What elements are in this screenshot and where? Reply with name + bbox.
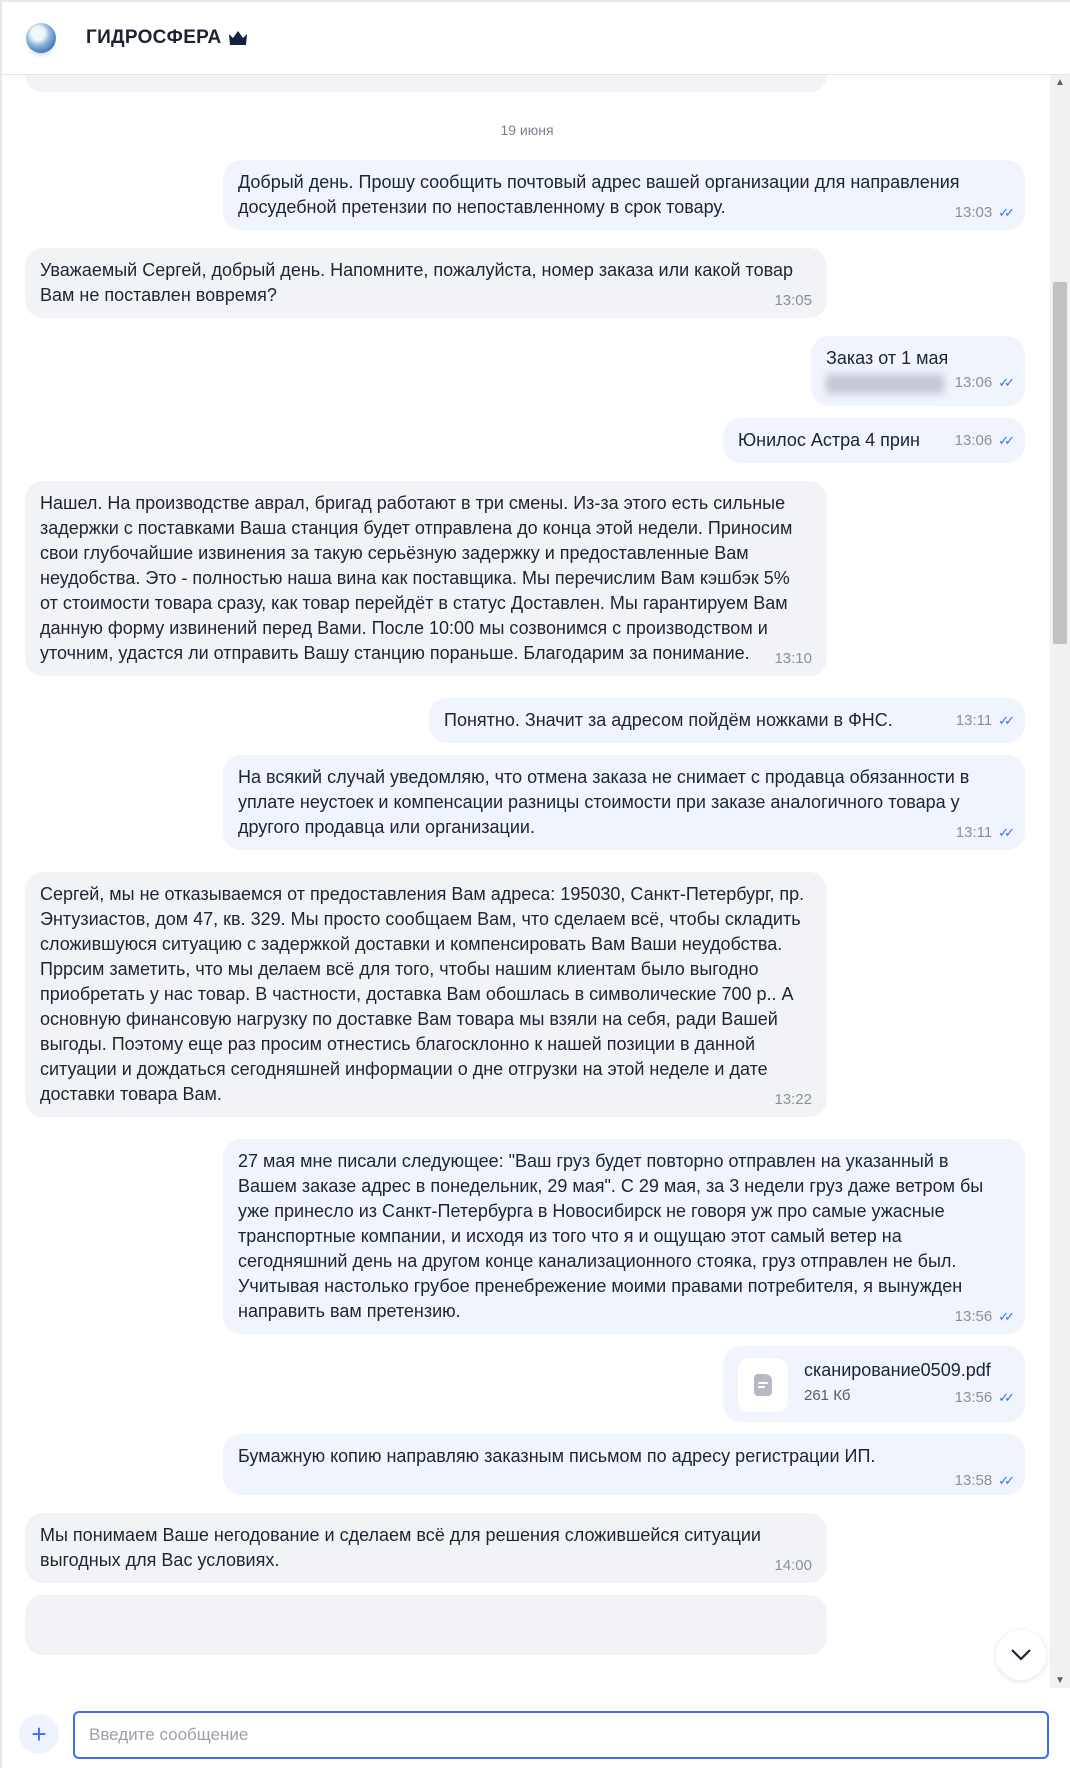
chevron-down-icon (1010, 1648, 1032, 1662)
date-separator: 19 июня (500, 122, 554, 138)
message-outgoing (223, 160, 1025, 230)
file-size: 261 Кб (804, 1387, 851, 1404)
scrollbar-thumb[interactable] (1053, 282, 1067, 644)
message-text: Нашел. На производстве аврал, бригад работают в три смены. Из-за этого есть сильные задержки с поставками Ваша станция будет отправлена до конца этой недели. Приносим свои глубочайшие извинения за такую серьёзную задержку и предоставленные Вам неудобства. Это - полностью наша вина как поставщика. Мы перечислим Вам кэшбэк 5% от стоимости товара сразу, как товар перейдёт в статус Доставлен. Мы гарантируем Вам данную форму извинений перед Вами. После 10:00 мы созвонимся с производством и уточним, удастся ли отправить Вашу станцию пораньше. Благодарим за понимание. (40, 493, 793, 663)
scroll-up-arrow-icon[interactable]: ▲ (1055, 77, 1065, 88)
crown-icon (228, 30, 248, 46)
message-time: 13:56 (954, 1389, 993, 1406)
plus-icon: + (31, 1718, 47, 1749)
message-time: 13:56 (954, 1308, 993, 1325)
read-check-icon: ✓✓ (998, 825, 1010, 840)
message-meta (955, 1388, 1010, 1408)
message-list (0, 75, 1050, 1688)
message-outgoing (811, 336, 1025, 406)
message-text: Мы понимаем Ваше негодование и сделаем всё для решения сложившейся ситуации выгодных для Вас условиях. (40, 1525, 761, 1570)
message-meta (955, 1307, 1010, 1327)
message-partial-bottom (25, 1595, 827, 1655)
message-text: Понятно. Значит за адресом пойдём ножками в ФНС. (444, 710, 893, 730)
message-text: 27 мая мне писали следующее: "Ваш груз будет повторно отправлен на указанный в Вашем заказе адрес в понедельник, 29 мая". С 29 мая, за 3 недели груз даже ветром бы уже принесло из Санкт-Петербурга в Новосибирск не говоря уж про самые ужасные транспортные компании, и исходя из того что я и ощущаю этот самый ветер на сегодняшний день на другом конце канализационного стояка, груз отправлен не был. Учитывая настолько грубое пренебрежение моими правами потребителя, я вынужден направить вам претензию. (238, 1151, 984, 1321)
message-file-attachment[interactable] (723, 1346, 1025, 1422)
message-text: На всякий случай уведомляю, что отмена заказа не снимает с продавца обязанности в уплате неустоек и компенсации разницы стоимости при заказе аналогичного товара у другого продавца или организации. (238, 767, 970, 837)
read-check-icon: ✓✓ (998, 713, 1010, 728)
message-partial-top (25, 75, 827, 92)
message-incoming (25, 248, 827, 318)
read-check-icon: ✓✓ (998, 433, 1010, 448)
file-name[interactable]: сканирование0509.pdf (804, 1360, 991, 1380)
message-time: 14:00 (774, 1557, 812, 1574)
read-check-icon: ✓✓ (998, 1309, 1010, 1324)
message-meta (955, 373, 1010, 393)
message-time: 13:11 (955, 824, 993, 841)
message-incoming (25, 1513, 827, 1583)
message-meta (955, 1471, 1010, 1491)
chat-header (0, 0, 1070, 75)
message-time: 13:11 (955, 712, 993, 729)
message-time: 13:06 (954, 374, 993, 391)
scroll-to-bottom-button[interactable] (996, 1630, 1046, 1680)
message-time: 13:22 (774, 1091, 812, 1108)
message-time: 13:58 (954, 1472, 993, 1489)
message-input[interactable] (73, 1711, 1049, 1759)
read-check-icon: ✓✓ (998, 1390, 1010, 1405)
message-incoming (25, 481, 827, 676)
message-outgoing (429, 698, 1025, 743)
message-outgoing (223, 1139, 1025, 1334)
hydrosphere-logo[interactable] (26, 23, 56, 53)
read-check-icon: ✓✓ (998, 1473, 1010, 1488)
file-icon (738, 1358, 788, 1412)
message-text: Заказ от 1 мая (826, 348, 949, 368)
scrollbar[interactable] (1050, 75, 1070, 1688)
redacted-order-number (826, 374, 944, 394)
message-meta (956, 823, 1010, 843)
message-meta (955, 431, 1010, 451)
message-time: 13:06 (954, 432, 993, 449)
message-text: Юнилос Астра 4 прин (738, 430, 920, 450)
read-check-icon: ✓✓ (998, 205, 1010, 220)
message-text: Уважаемый Сергей, добрый день. Напомните, пожалуйста, номер заказа или какой товар Вам не поставлен вовремя? (40, 260, 793, 305)
message-text: Бумажную копию направляю заказным письмом по адресу регистрации ИП. (238, 1446, 876, 1466)
seller-name: ГИДРОСФЕРА (86, 27, 222, 48)
message-composer (0, 1688, 1070, 1768)
message-time: 13:03 (954, 204, 993, 221)
message-outgoing (723, 418, 1025, 463)
message-outgoing (223, 755, 1025, 850)
read-check-icon: ✓✓ (998, 375, 1010, 390)
chat-title[interactable] (86, 27, 248, 49)
message-text: Добрый день. Прошу сообщить почтовый адрес вашей организации для направления досудебной претензии по непоставленному в срок товару. (238, 172, 960, 217)
message-meta (955, 203, 1010, 223)
message-text: Сергей, мы не отказываемся от предоставления Вам адреса: 195030, Санкт-Петербург, пр. Энтузиастов, дом 47, кв. 329. Мы просто сообщаем Вам, что сделаем всё, чтобы складить сложившуюся ситуацию с задержкой доставки и компенсировать Вам Ваши неудобства. Пррсим заметить, что мы делаем всё для того, чтобы нашим клиентам было выгодно приобретать у нас товар. В частности, доставка Вам обошлась в символические 700 р.. А основную финансовую нагрузку по доставке Вам товара мы взяли на себя, ради Вашей выгоды. Поэтому еще раз просим отнестись благосклонно к нашей позиции в данной ситуации и дождаться сегодняшней информации о дне отгрузки на этой неделе и дате доставки товара Вам. (40, 884, 805, 1104)
message-incoming (25, 872, 827, 1117)
scroll-down-arrow-icon[interactable]: ▼ (1055, 1675, 1065, 1686)
message-time: 13:05 (774, 292, 812, 309)
message-outgoing (223, 1434, 1025, 1495)
attach-button[interactable] (19, 1714, 59, 1754)
message-time: 13:10 (774, 650, 812, 667)
message-meta (956, 711, 1010, 731)
